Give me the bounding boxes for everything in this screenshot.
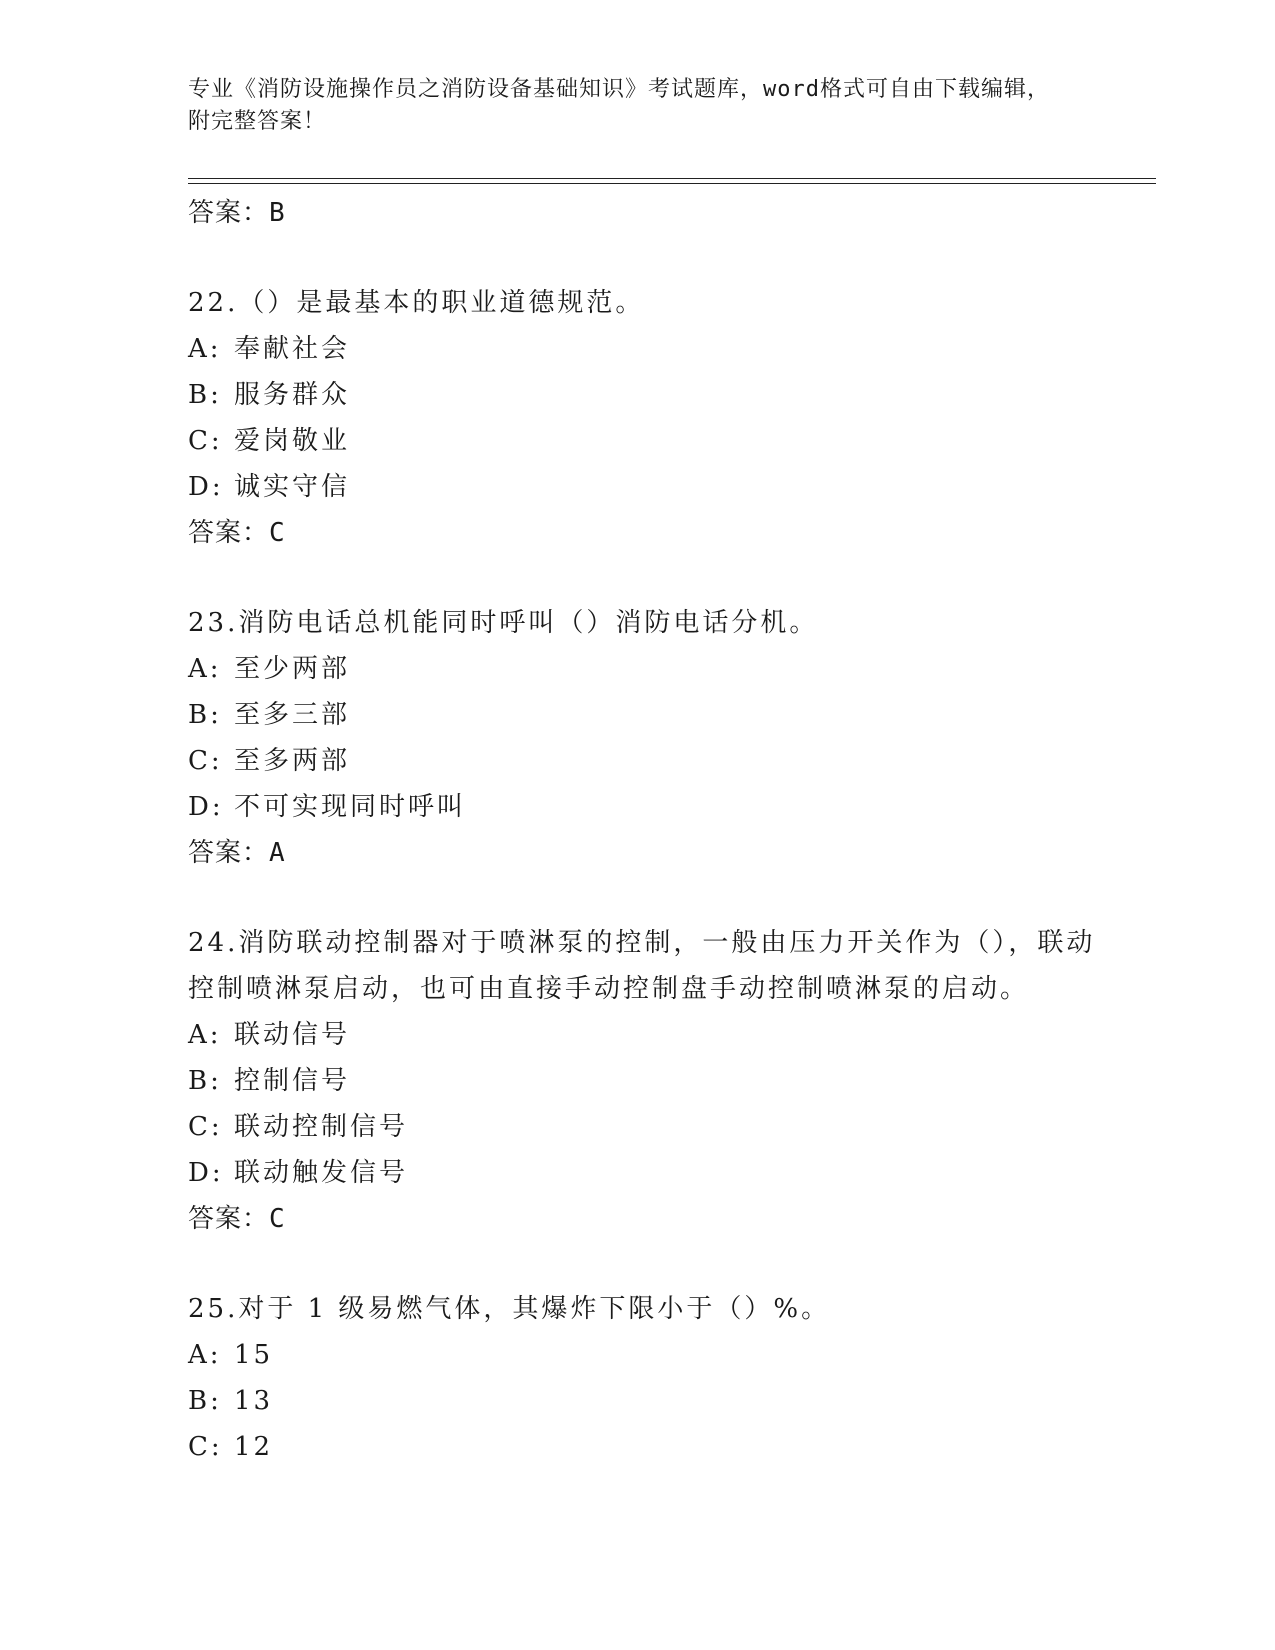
question-stem — [188, 1286, 1108, 1332]
question-text: 消防联动控制器对于喷淋泵的控制，一般由压力开关作为（），联动控制喷淋泵启动，也可由直接手动控制盘手动控制喷淋泵的启动。 — [188, 928, 1096, 1004]
question-24 — [188, 920, 1108, 1242]
option-a — [188, 1332, 1108, 1378]
question-list — [188, 190, 1108, 1470]
option-letter: B: — [188, 700, 222, 730]
answer-value: A — [269, 838, 286, 868]
option-letter: A: — [188, 334, 222, 364]
question-number: 25. — [188, 1294, 239, 1324]
answer-value: C — [269, 518, 286, 548]
question-23 — [188, 600, 1108, 876]
answer-line — [188, 190, 1108, 236]
question-text: 对于 1 级易燃气体，其爆炸下限小于（）%。 — [238, 1294, 831, 1324]
header-divider-top — [188, 178, 1156, 179]
header-divider-bottom — [188, 183, 1156, 184]
answer-label: 答案： — [188, 518, 270, 548]
option-text: 服务群众 — [234, 380, 351, 410]
option-d — [188, 1150, 1108, 1196]
option-letter: C: — [188, 1432, 223, 1462]
option-letter: A: — [188, 1020, 222, 1050]
question-number: 24. — [188, 928, 239, 958]
option-a — [188, 1012, 1108, 1058]
option-text: 控制信号 — [234, 1066, 351, 1096]
option-text: 不可实现同时呼叫 — [234, 792, 467, 822]
question-text: 消防电话总机能同时呼叫（）消防电话分机。 — [238, 608, 819, 638]
question-25 — [188, 1286, 1108, 1470]
option-text: 至多两部 — [234, 746, 351, 776]
question-stem — [188, 600, 1108, 646]
question-stem — [188, 920, 1108, 1012]
answer-line — [188, 830, 1108, 876]
option-letter: C: — [188, 746, 223, 776]
option-letter: B: — [188, 1066, 222, 1096]
option-text: 15 — [234, 1340, 274, 1370]
option-a — [188, 646, 1108, 692]
answer-value: C — [269, 1204, 286, 1234]
answer-label: 答案： — [188, 1204, 270, 1234]
option-d — [188, 464, 1108, 510]
answer-line — [188, 1196, 1108, 1242]
question-text: （）是最基本的职业道德规范。 — [238, 288, 645, 318]
option-text: 至多三部 — [234, 700, 351, 730]
option-text: 奉献社会 — [234, 334, 351, 364]
option-b — [188, 372, 1108, 418]
option-letter: C: — [188, 426, 223, 456]
option-letter: B: — [188, 380, 222, 410]
option-text: 联动触发信号 — [234, 1158, 409, 1188]
answer-label: 答案： — [188, 838, 270, 868]
option-letter: D: — [188, 792, 224, 822]
option-c — [188, 1424, 1108, 1470]
option-text: 爱岗敬业 — [234, 426, 351, 456]
option-letter: B: — [188, 1386, 222, 1416]
option-letter: A: — [188, 654, 222, 684]
option-c — [188, 738, 1108, 784]
option-d — [188, 784, 1108, 830]
answer-line — [188, 510, 1108, 556]
option-letter: C: — [188, 1112, 223, 1142]
question-22 — [188, 280, 1108, 556]
option-b — [188, 1378, 1108, 1424]
option-b — [188, 692, 1108, 738]
option-c — [188, 418, 1108, 464]
document-header: 专业《消防设施操作员之消防设备基础知识》考试题库，word格式可自由下载编辑，附完整答案！ — [188, 77, 1050, 134]
option-text: 至少两部 — [234, 654, 351, 684]
option-a — [188, 326, 1108, 372]
question-number: 22. — [188, 288, 239, 318]
option-b — [188, 1058, 1108, 1104]
option-letter: D: — [188, 472, 224, 502]
answer-value: B — [269, 198, 286, 228]
option-text: 13 — [234, 1386, 274, 1416]
question-number: 23. — [188, 608, 239, 638]
question-stem — [188, 280, 1108, 326]
option-text: 诚实守信 — [234, 472, 351, 502]
option-text: 联动控制信号 — [234, 1112, 409, 1142]
answer-label: 答案： — [188, 198, 270, 228]
option-text: 12 — [234, 1432, 274, 1462]
option-letter: D: — [188, 1158, 224, 1188]
option-text: 联动信号 — [234, 1020, 351, 1050]
option-c — [188, 1104, 1108, 1150]
option-letter: A: — [188, 1340, 222, 1370]
